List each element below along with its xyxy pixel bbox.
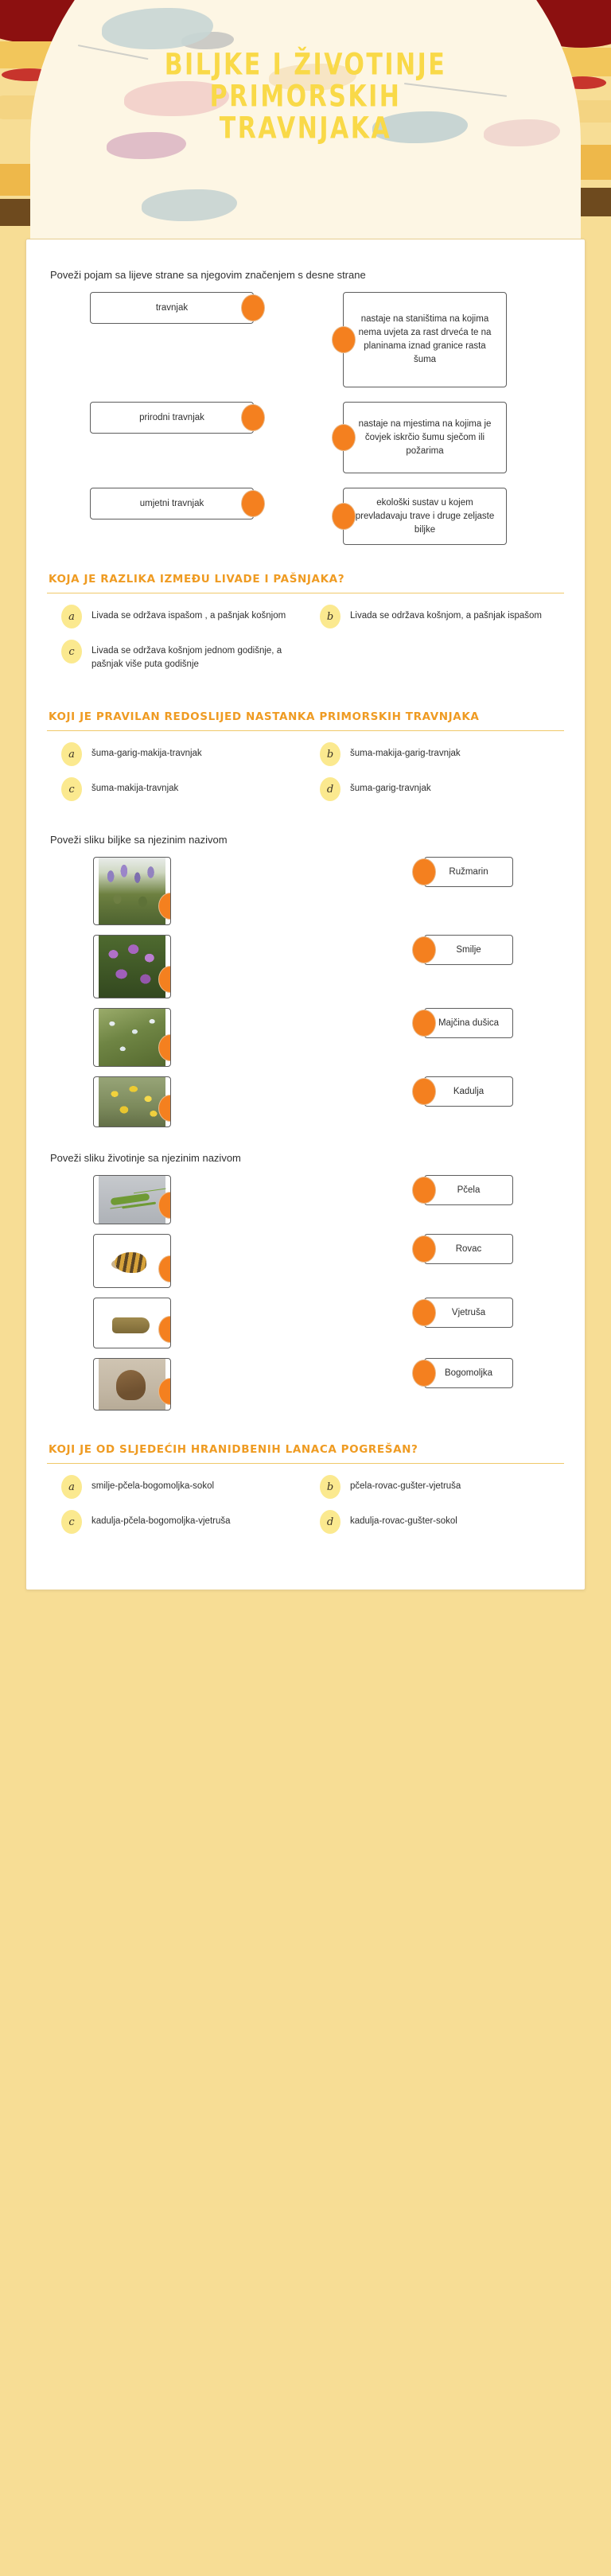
animal-label-box[interactable] — [424, 1175, 513, 1205]
plant-match-prompt: Poveži sliku biljke sa njezinim nazivom — [50, 834, 228, 846]
plant-label-box[interactable] — [424, 1008, 513, 1038]
term-label: umjetni travnjak — [139, 498, 204, 508]
plant-photo — [99, 936, 165, 998]
quiz-title: KOJI JE OD SLJEDEĆIH HRANIDBENIH LANACA POGREŠAN? — [49, 1443, 418, 1456]
title-line-2: PRIMORSKIH — [209, 79, 402, 115]
match-row — [47, 1076, 564, 1127]
quiz-question-1 — [47, 572, 564, 683]
match-row — [47, 857, 564, 925]
quiz-option[interactable] — [47, 640, 306, 671]
quiz-options — [47, 742, 564, 812]
option-letter-badge: d — [320, 777, 341, 801]
quiz-option[interactable] — [306, 742, 564, 766]
match-row — [47, 402, 564, 473]
animal-label-box[interactable] — [424, 1298, 513, 1328]
quiz-option[interactable] — [306, 605, 564, 628]
quiz-option[interactable] — [47, 742, 306, 766]
match-row — [47, 1298, 564, 1348]
definition-box[interactable] — [343, 402, 507, 473]
connector-dot[interactable] — [412, 1299, 436, 1326]
option-letter-badge: b — [320, 1475, 341, 1499]
title-line-1: BILJKE I ŽIVOTINJE — [164, 47, 447, 83]
definition-box[interactable] — [343, 292, 507, 387]
animal-label-box[interactable] — [424, 1358, 513, 1388]
quiz-option[interactable] — [47, 605, 306, 628]
plant-label-box[interactable] — [424, 935, 513, 965]
divider — [47, 1463, 564, 1464]
animal-label: Vjetruša — [451, 1308, 486, 1317]
plant-photo — [99, 1077, 165, 1127]
match-row — [47, 935, 564, 998]
animal-label: Pčela — [457, 1185, 481, 1195]
definition-label: nastaje na mjestima na kojima je čovjek iskrčio šumu sječom ili požarima — [358, 418, 492, 456]
page-bottom-padding — [0, 1590, 611, 1630]
option-letter-badge: c — [61, 640, 82, 663]
animal-label-box[interactable] — [424, 1234, 513, 1264]
option-letter-badge: b — [320, 605, 341, 628]
plant-label: Majčina dušica — [438, 1018, 500, 1028]
animal-image-mole-cricket[interactable] — [93, 1298, 171, 1348]
quiz-question-2 — [47, 710, 564, 812]
option-letter-badge: a — [61, 1475, 82, 1499]
connector-dot[interactable] — [332, 503, 356, 530]
definition-label: ekološki sustav u kojem prevladavaju trave i druge zeljaste biljke — [355, 497, 495, 535]
definition-box[interactable] — [343, 488, 507, 545]
worksheet-card — [25, 239, 586, 1590]
quiz-title: KOJI JE PRAVILAN REDOSLIJED NASTANKA PRIMORSKIH TRAVNJAKA — [49, 710, 480, 723]
quiz-option[interactable] — [306, 1510, 564, 1534]
term-label: prirodni travnjak — [139, 412, 204, 422]
connector-dot[interactable] — [241, 490, 265, 517]
quiz-option[interactable] — [47, 1475, 306, 1499]
match-row — [47, 1358, 564, 1411]
term-box[interactable] — [90, 292, 254, 324]
quiz-option[interactable] — [306, 1475, 564, 1499]
plant-label: Kadulja — [453, 1087, 485, 1096]
match-row — [47, 488, 564, 545]
plant-label: Smilje — [456, 945, 481, 955]
animal-photo — [99, 1298, 165, 1348]
match-row — [47, 1175, 564, 1224]
quiz-question-3 — [47, 1442, 564, 1545]
animal-match-prompt: Poveži sliku životinje sa njezinim nazivom — [50, 1152, 241, 1164]
connector-dot[interactable] — [412, 1360, 436, 1387]
term-match-exercise — [47, 292, 564, 545]
divider — [47, 730, 564, 731]
definition-label: nastaje na staništima na kojima nema uvjeta za rast drveća te na planinama iznad granice rasta šuma — [358, 314, 492, 364]
option-letter-badge: b — [320, 742, 341, 766]
plant-label-box[interactable] — [424, 857, 513, 887]
plant-label-box[interactable] — [424, 1076, 513, 1107]
connector-dot[interactable] — [412, 936, 436, 963]
title-line-3: TRAVNJAKA — [219, 111, 392, 146]
animal-photo — [99, 1359, 165, 1410]
connector-dot[interactable] — [332, 424, 356, 451]
connector-dot[interactable] — [412, 858, 436, 885]
animal-label: Rovac — [455, 1244, 482, 1254]
connector-dot[interactable] — [332, 326, 356, 353]
option-letter-badge: c — [61, 1510, 82, 1534]
term-label: travnjak — [155, 302, 189, 313]
animal-photo — [99, 1176, 165, 1224]
match-row — [47, 1234, 564, 1288]
option-text: šuma-makija-garig-travnjak — [350, 749, 461, 758]
option-text: šuma-garig-travnjak — [350, 784, 431, 793]
quiz-option[interactable] — [47, 777, 306, 801]
quiz-options — [47, 605, 564, 683]
option-letter-badge: c — [61, 777, 82, 801]
animal-photo — [99, 1235, 165, 1287]
option-text: Livada se održava košnjom, a pašnjak ispašom — [350, 611, 542, 621]
page-header — [0, 0, 611, 239]
quiz-options — [47, 1475, 564, 1545]
connector-dot[interactable] — [412, 1177, 436, 1204]
option-text: kadulja-pčela-bogomoljka-vjetruša — [91, 1516, 231, 1526]
connector-dot[interactable] — [241, 294, 265, 321]
plant-image-sage[interactable] — [93, 857, 171, 925]
animal-image-mantis[interactable] — [93, 1175, 171, 1224]
plant-image-thyme[interactable] — [93, 935, 171, 998]
plant-image-immortelle[interactable] — [93, 1076, 171, 1127]
quiz-title: KOJA JE RAZLIKA IZMEĐU LIVADE I PAŠNJAKA? — [49, 573, 345, 586]
match-row — [47, 1008, 564, 1067]
plant-photo — [99, 1009, 165, 1066]
option-text: kadulja-rovac-gušter-sokol — [350, 1516, 457, 1526]
connector-dot[interactable] — [412, 1235, 436, 1263]
plant-label: Ružmarin — [449, 867, 488, 877]
option-text: šuma-makija-travnjak — [91, 784, 179, 793]
quiz-option[interactable] — [47, 1510, 306, 1534]
option-text: pčela-rovac-gušter-vjetruša — [350, 1481, 461, 1491]
connector-dot[interactable] — [412, 1010, 436, 1037]
option-letter-badge: a — [61, 605, 82, 628]
term-box[interactable] — [90, 402, 254, 434]
animal-image-kestrel[interactable] — [93, 1358, 171, 1411]
plant-match-exercise — [47, 857, 564, 1127]
animal-match-exercise — [47, 1175, 564, 1411]
term-match-prompt: Poveži pojam sa lijeve strane sa njegovim značenjem s desne strane — [50, 269, 366, 281]
option-letter-badge: d — [320, 1510, 341, 1534]
animal-image-bee[interactable] — [93, 1234, 171, 1288]
page-title — [0, 49, 611, 145]
option-text: smilje-pčela-bogomoljka-sokol — [91, 1481, 215, 1491]
option-text: šuma-garig-makija-travnjak — [91, 749, 202, 758]
connector-dot[interactable] — [241, 404, 265, 431]
plant-photo — [99, 858, 165, 924]
option-letter-badge: a — [61, 742, 82, 766]
match-row — [47, 292, 564, 387]
plant-image-rosemary[interactable] — [93, 1008, 171, 1067]
term-box[interactable] — [90, 488, 254, 519]
option-text: Livada se održava košnjom jednom godišnje, a pašnjak više puta godišnje — [91, 646, 282, 669]
animal-label: Bogomoljka — [444, 1368, 493, 1378]
option-text: Livada se održava ispašom , a pašnjak košnjom — [91, 611, 286, 621]
connector-dot[interactable] — [412, 1078, 436, 1105]
quiz-option[interactable] — [306, 777, 564, 801]
